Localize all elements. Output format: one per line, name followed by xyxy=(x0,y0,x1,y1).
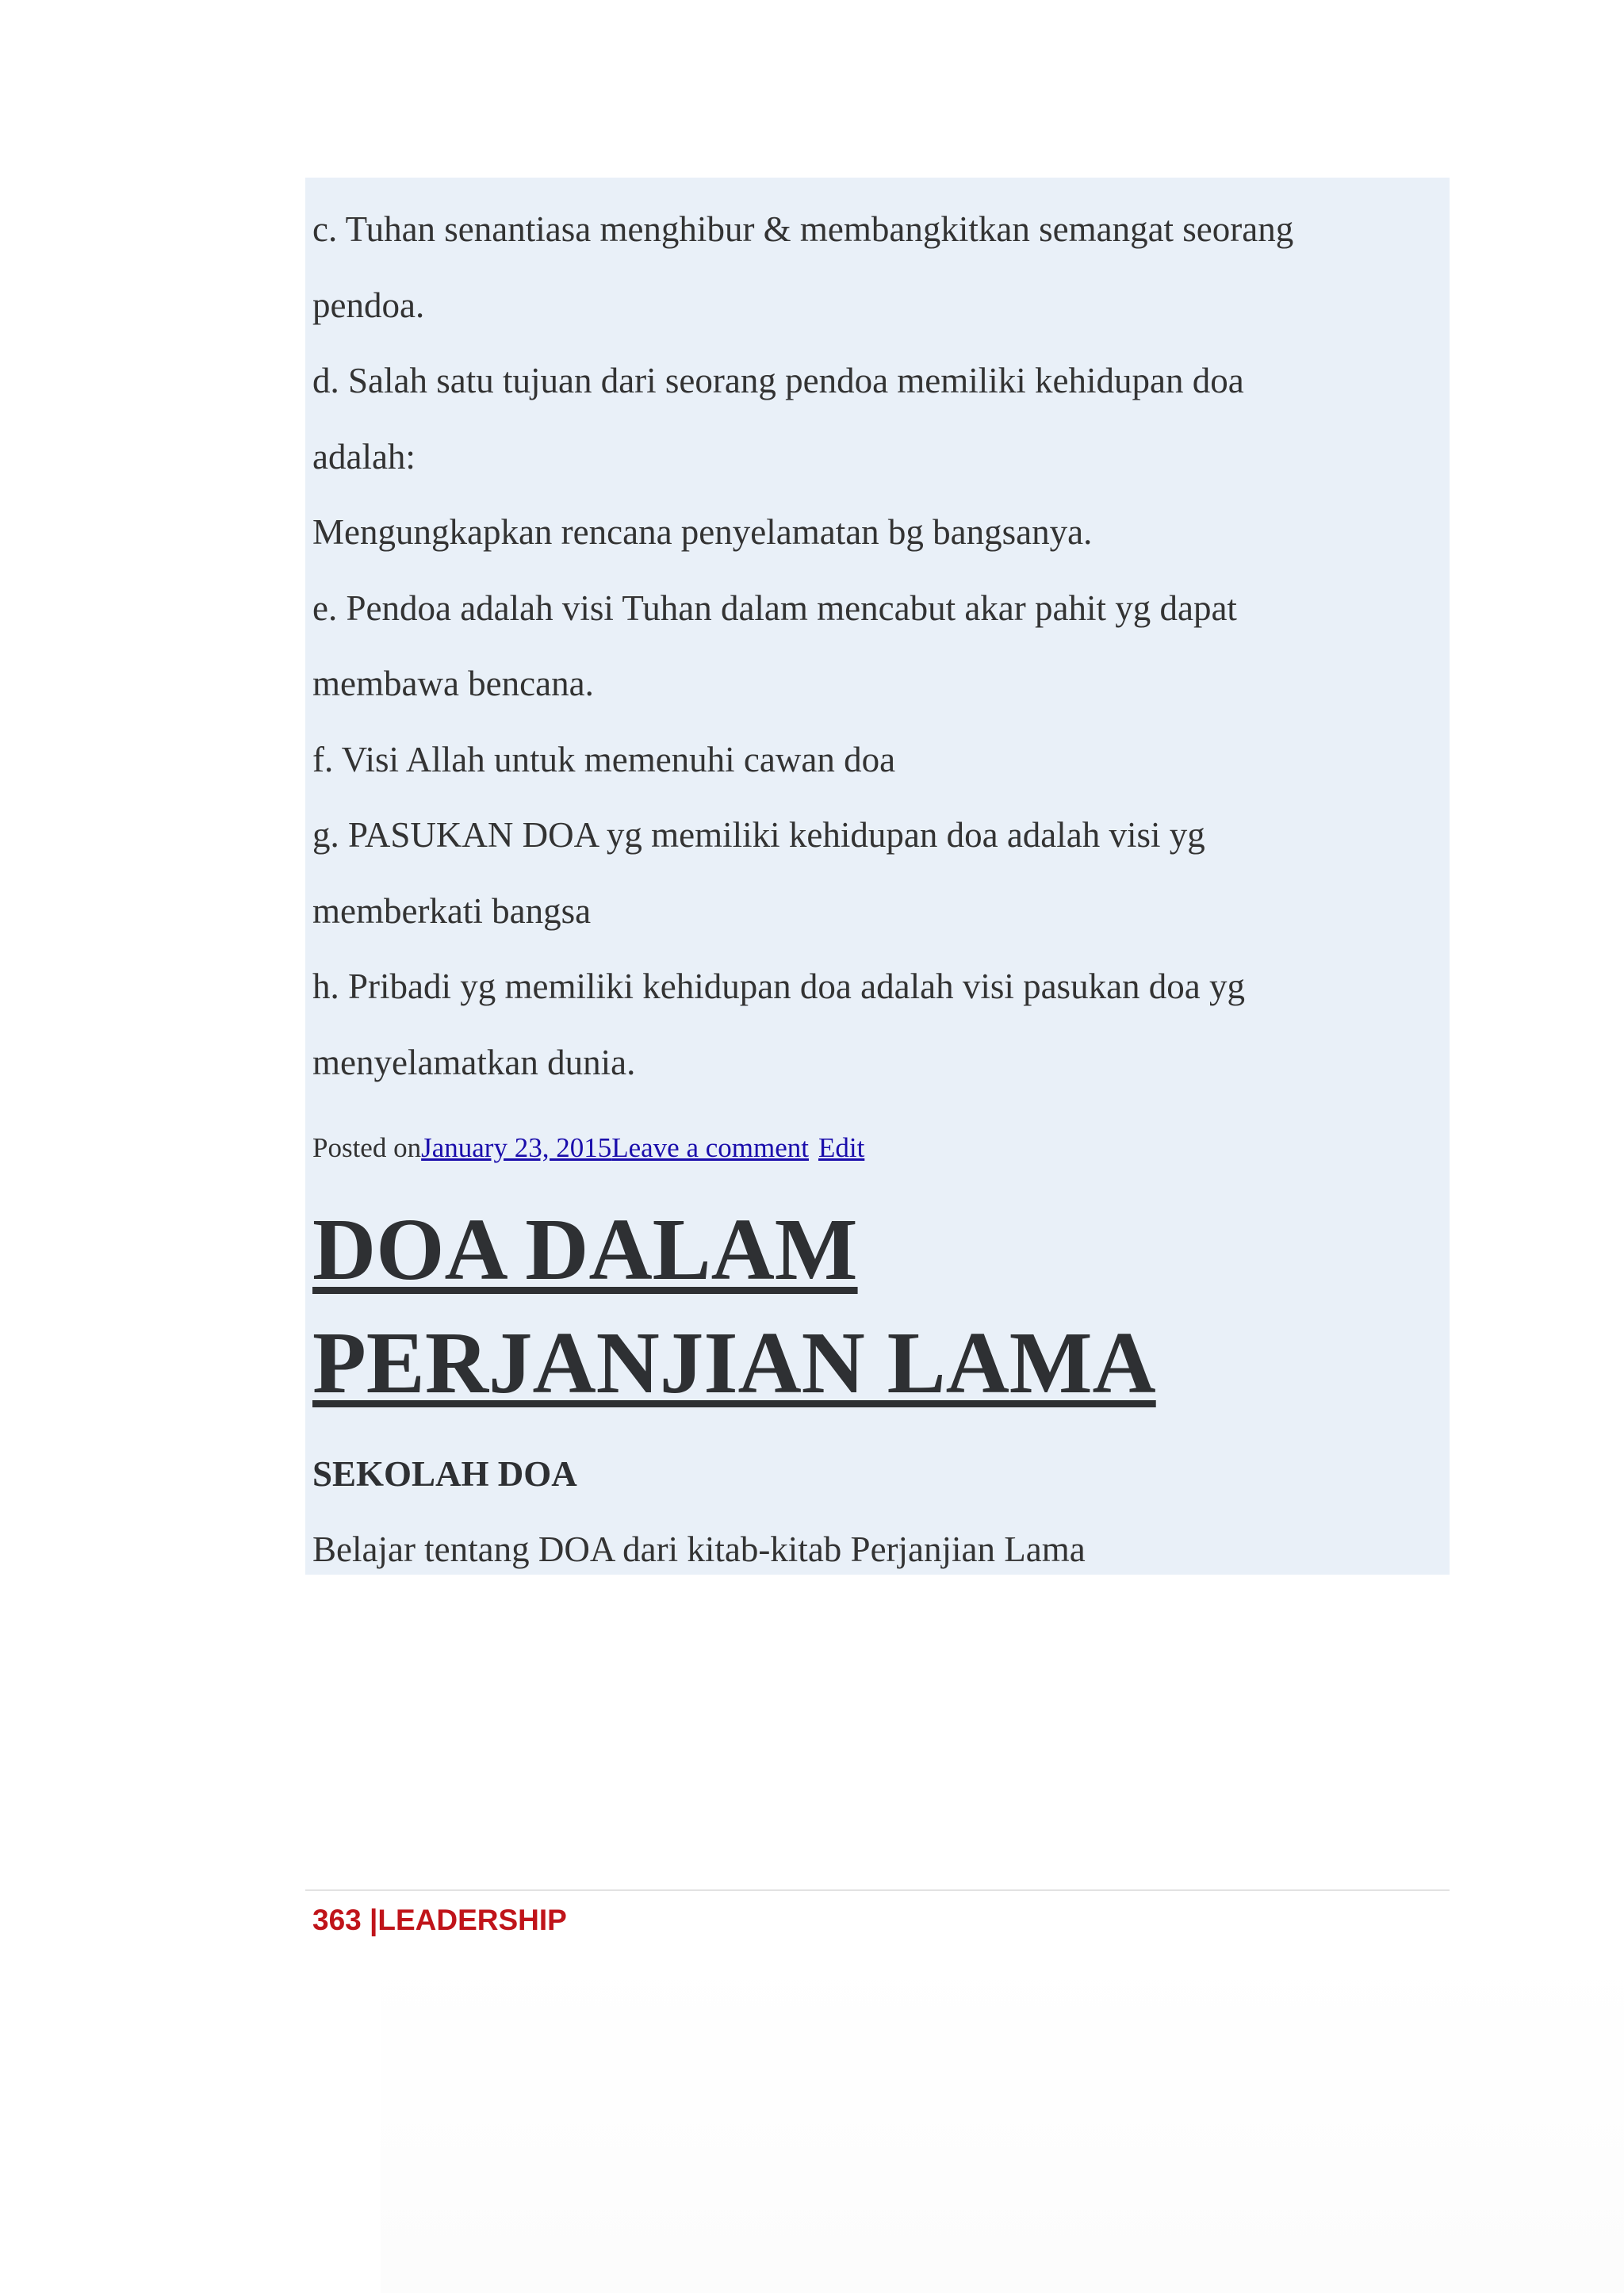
page-footer xyxy=(312,1901,567,1940)
post-subheading: SEKOLAH DOA xyxy=(312,1454,577,1494)
footer-separator: | xyxy=(361,1904,378,1936)
article-line: memberkati bangsa xyxy=(312,890,592,931)
article-line: menyelamatkan dunia. xyxy=(312,1042,636,1082)
article-line: adalah: xyxy=(312,436,416,477)
post-tagline: Belajar tentang DOA dari kitab-kitab Perjanjian Lama xyxy=(312,1529,1086,1569)
article-line: g. PASUKAN DOA yg memiliki kehidupan doa adalah visi yg xyxy=(312,815,1205,855)
post-title xyxy=(312,1193,1438,1420)
posted-on-label: Posted on xyxy=(312,1132,422,1163)
article-body xyxy=(312,192,1438,1101)
article-line: c. Tuhan senantiasa menghibur & membangkitkan semangat seorang xyxy=(312,209,1294,249)
article-line: f. Visi Allah untuk memenuhi cawan doa xyxy=(312,739,896,779)
article-line: Mengungkapkan rencana penyelamatan bg bangsanya. xyxy=(312,512,1093,552)
edit-link[interactable]: Edit xyxy=(818,1132,865,1163)
article-line: d. Salah satu tujuan dari seorang pendoa memiliki kehidupan doa xyxy=(312,361,1244,400)
article-line: h. Pribadi yg memiliki kehidupan doa adalah visi pasukan doa yg xyxy=(312,967,1246,1006)
post-meta xyxy=(312,1126,864,1170)
footer-divider xyxy=(305,1889,1450,1891)
article-line: membawa bencana. xyxy=(312,664,594,703)
article-line: pendoa. xyxy=(312,285,425,325)
footer-section-title: LEADERSHIP xyxy=(377,1904,567,1936)
post-title-link-line1[interactable]: DOA DALAM xyxy=(312,1201,858,1299)
leave-comment-link[interactable]: Leave a comment xyxy=(611,1132,809,1163)
page-number: 363 xyxy=(312,1904,362,1936)
post-title-link-line2[interactable]: PERJANJIAN LAMA xyxy=(312,1315,1156,1412)
post-date-link[interactable]: January 23, 2015 xyxy=(421,1132,612,1163)
page-background xyxy=(381,1950,1624,2293)
article-line: e. Pendoa adalah visi Tuhan dalam mencabut akar pahit yg dapat xyxy=(312,588,1237,628)
